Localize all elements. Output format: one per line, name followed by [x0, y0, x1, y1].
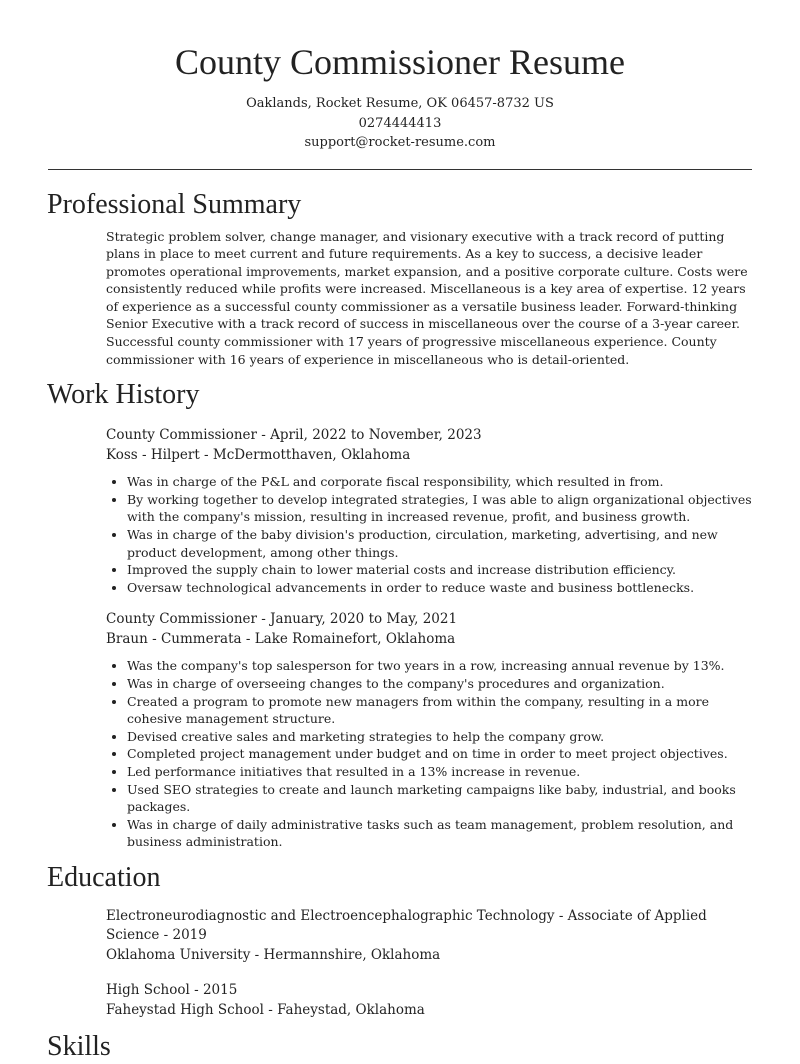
work-history-section — [0, 378, 800, 851]
resume-title: County Commissioner Resume — [175, 42, 625, 82]
job-bullet-list — [106, 657, 752, 851]
job-title-line: County Commissioner - April, 2022 to November, 2023 — [106, 427, 482, 444]
education-heading: Education — [47, 861, 161, 893]
header-divider — [48, 169, 752, 170]
summary-text: Strategic problem solver, change manager, and visionary executive with a track record of putting plans in place to meet current and future requirements. As a key to success, a decisive leader promotes operational improvements, market expansion, and a positive corporate culture. Costs were consistently reduced while profits were increased. Miscellaneous is a key area of expertise. 12 years of experience as a successful county commissioner as a versatile business leader. Forward-thinking Senior Executive with a track record of success in miscellaneous over the course of a 3-year career. Successful county commissioner with 17 years of progressive miscellaneous experience. County commissioner with 16 years of experience in miscellaneous who is detail-oriented. — [106, 228, 748, 367]
education-school-line: Faheystad High School - Faheystad, Oklahoma — [106, 1001, 425, 1018]
job-bullet: • Was in charge of daily administrative tasks such as team management, problem resolution, and business administration. — [127, 816, 752, 851]
job-bullet: • Improved the supply chain to lower material costs and increase distribution efficiency. — [127, 561, 752, 579]
education-entry — [106, 907, 752, 966]
job-bullet: • By working together to develop integrated strategies, I was able to align organizational objectives with the company's mission, resulting in increased revenue, profit, and business growth. — [127, 491, 752, 526]
contact-block — [0, 94, 800, 153]
job-bullet: • Was in charge of overseeing changes to the company's procedures and organization. — [127, 675, 752, 693]
education-entry — [106, 981, 752, 1020]
education-section — [0, 861, 800, 1021]
job-entry — [106, 426, 752, 596]
job-entry — [106, 610, 752, 851]
education-school-line: Oklahoma University - Hermannshire, Oklahoma — [106, 946, 441, 963]
skills-heading: Skills — [47, 1031, 111, 1063]
job-bullet: • Led performance initiatives that resulted in a 13% increase in revenue. — [127, 763, 752, 781]
job-company-line: Braun - Cummerata - Lake Romainefort, Oklahoma — [106, 630, 456, 647]
summary-heading: Professional Summary — [47, 188, 302, 220]
job-bullet: • Created a program to promote new managers from within the company, resulting in a more cohesive management structure. — [127, 693, 752, 728]
education-degree-line: Electroneurodiagnostic and Electroencephalographic Technology - Associate of Applied Science - 2019 — [106, 907, 707, 944]
education-degree-line: High School - 2015 — [106, 982, 238, 999]
job-bullet: • Was the company's top salesperson for two years in a row, increasing annual revenue by 13%. — [127, 657, 752, 675]
job-bullet: • Oversaw technological advancements in order to reduce waste and business bottlenecks. — [127, 579, 752, 597]
job-bullet: • Completed project management under budget and on time in order to meet project objectives. — [127, 745, 752, 763]
job-bullet: • Was in charge of the baby division's production, circulation, marketing, advertising, and new product development, among other things. — [127, 526, 752, 561]
job-bullet: • Used SEO strategies to create and launch marketing campaigns like baby, industrial, and books packages. — [127, 781, 752, 816]
job-title-line: County Commissioner - January, 2020 to May, 2021 — [106, 611, 458, 628]
contact-email: support@rocket-resume.com — [304, 135, 496, 150]
summary-section — [0, 188, 800, 369]
contact-phone: 0274444413 — [358, 115, 442, 131]
job-bullet-list — [106, 473, 752, 596]
job-company-line: Koss - Hilpert - McDermotthaven, Oklahoma — [106, 446, 411, 463]
resume-header — [0, 0, 800, 153]
job-bullet: • Devised creative sales and marketing strategies to help the company grow. — [127, 728, 752, 746]
job-bullet: • Was in charge of the P&L and corporate fiscal responsibility, which resulted in from. — [127, 473, 752, 491]
contact-address: Oaklands, Rocket Resume, OK 06457-8732 US — [246, 96, 554, 111]
skills-section — [0, 1030, 800, 1064]
work-history-heading: Work History — [47, 379, 200, 411]
